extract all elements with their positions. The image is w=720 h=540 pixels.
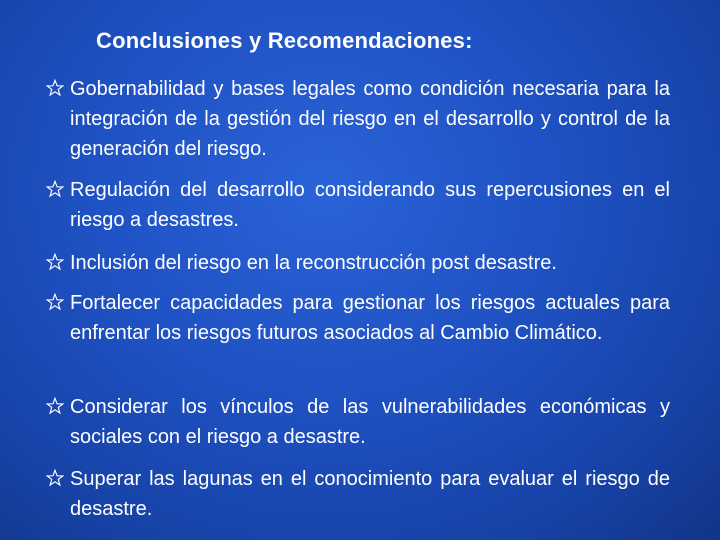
star-outline-icon bbox=[46, 469, 64, 487]
star-outline-icon bbox=[46, 397, 64, 415]
star-outline-icon bbox=[46, 180, 64, 198]
bullet-text: Superar las lagunas en el conocimiento para evaluar el riesgo de desastre. bbox=[70, 468, 670, 520]
star-outline-icon bbox=[46, 293, 64, 311]
bullet-text: Regulación del desarrollo considerando sus repercusiones en el riesgo a desastres. bbox=[70, 179, 670, 231]
star-outline-icon bbox=[46, 79, 64, 97]
bullet-text: Fortalecer capacidades para gestionar los riesgos actuales para enfrentar los riesgos futuros asociados al Cambio Climático. bbox=[70, 292, 670, 344]
bullet-text: Considerar los vínculos de las vulnerabilidades económicas y sociales con el riesgo a desastre. bbox=[70, 396, 670, 448]
star-outline-icon bbox=[46, 253, 64, 271]
slide-title: Conclusiones y Recomendaciones: bbox=[96, 28, 473, 53]
bullet-text: Gobernabilidad y bases legales como condición necesaria para la integración de la gestión del riesgo en el desarrollo y control de la generación del riesgo. bbox=[70, 78, 670, 160]
bullet-text: Inclusión del riesgo en la reconstrucción post desastre. bbox=[70, 252, 557, 274]
